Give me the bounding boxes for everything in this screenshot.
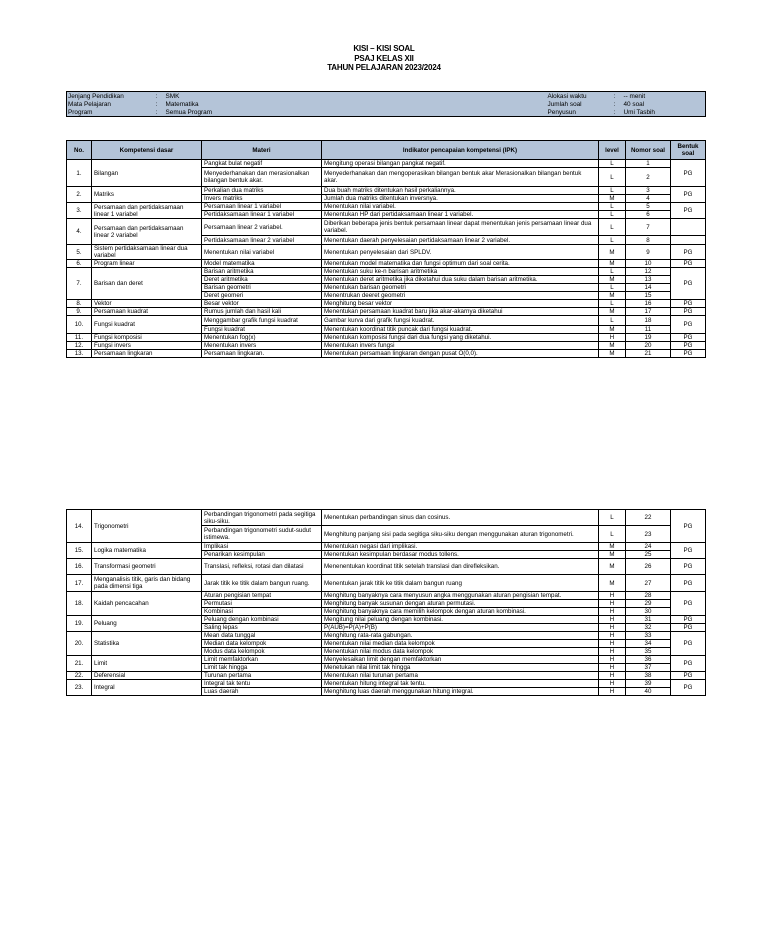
- materi-cell: Fungsi kuadrat: [202, 326, 322, 334]
- ipk-cell: Menentukan suku ke-n barisan aritmetika: [322, 268, 599, 276]
- info-row: [67, 100, 706, 108]
- ipk-cell: Menentukan kesimpulan berdasar modus tollens.: [322, 551, 599, 559]
- bentuk-soal-cell: PG: [671, 342, 706, 350]
- table-row: [67, 334, 706, 342]
- bentuk-soal-cell: PG: [671, 656, 706, 672]
- materi-cell: Perbandingan trigonometri pada segitiga siku-siku.: [202, 510, 322, 526]
- header-nomor: Nomor soal: [626, 141, 671, 160]
- ipk-cell: Menentukan HP dari pertidaksamaan linear 1 variabel.: [322, 211, 599, 219]
- level-cell: H: [599, 600, 626, 608]
- kompetensi-dasar: Limit: [92, 656, 202, 672]
- bentuk-soal-cell: PG: [671, 680, 706, 696]
- header-bentuk: Bentuk soal: [671, 141, 706, 160]
- info-separator: :: [155, 100, 158, 108]
- materi-cell: Kombinasi: [202, 608, 322, 616]
- info-label: Jumlah soal: [547, 100, 582, 108]
- table-row: [67, 543, 706, 551]
- row-number: 10.: [67, 316, 92, 334]
- materi-cell: Menggambar grafik fungsi kuadrat: [202, 316, 322, 326]
- kompetensi-dasar: Persamaan dan pertidaksamaan linear 2 variabel: [92, 219, 202, 245]
- level-cell: L: [599, 300, 626, 308]
- row-number: 13.: [67, 350, 92, 358]
- ipk-cell: Menentukan persamaan kuadrat baru jika akar-akarnya diketahui: [322, 308, 599, 316]
- row-number: 11.: [67, 334, 92, 342]
- nomor-soal-cell: 6: [626, 211, 671, 219]
- nomor-soal-cell: 10: [626, 260, 671, 268]
- ipk-cell: Menentukan koordinat titik puncak dari fungsi kuadrat.: [322, 326, 599, 334]
- ipk-cell: Menentukan nilai median data kelompok: [322, 640, 599, 648]
- ipk-cell: Menentukan komposisi fungsi dari dua fungsi yang diketahui.: [322, 334, 599, 342]
- level-cell: L: [599, 284, 626, 292]
- ipk-cell: Mengitung nilai peluang dengan kombinasi.: [322, 616, 599, 624]
- nomor-soal-cell: 29: [626, 600, 671, 608]
- ipk-cell: Menentukan daerah penyelesaian pertidaksamaan linear 2 variabel.: [322, 236, 599, 245]
- row-number: 21.: [67, 656, 92, 672]
- level-cell: M: [599, 575, 626, 592]
- ipk-cell: Menentukan jarak titik ke titik dalam bangun ruang: [322, 575, 599, 592]
- bentuk-soal-cell: PG: [671, 510, 706, 543]
- level-cell: M: [599, 350, 626, 358]
- row-number: 2.: [67, 187, 92, 203]
- level-cell: M: [599, 342, 626, 350]
- row-number: 1.: [67, 160, 92, 187]
- header-kd: Kompetensi dasar: [92, 141, 202, 160]
- table-header-row: [67, 141, 706, 160]
- nomor-soal-cell: 18: [626, 316, 671, 326]
- level-cell: H: [599, 592, 626, 600]
- materi-cell: Menentukan invers: [202, 342, 322, 350]
- info-row: [67, 108, 706, 117]
- info-label: Program: [68, 108, 93, 116]
- nomor-soal-cell: 7: [626, 219, 671, 236]
- row-number: 7.: [67, 268, 92, 300]
- ipk-cell: Diberikan beberapa jenis bentuk persamaan linear dapat menentukan jenis persamaan linear dua variabel.: [322, 219, 599, 236]
- bentuk-soal-cell: PG: [671, 672, 706, 680]
- ipk-cell: Menentukan negasi dari implikasi.: [322, 543, 599, 551]
- info-row: [67, 92, 706, 101]
- materi-cell: Menyederhanakan dan merasionalkan bilangan bentuk akar.: [202, 168, 322, 187]
- level-cell: M: [599, 308, 626, 316]
- ipk-cell: Menetukan nilai limit tak hingga: [322, 664, 599, 672]
- nomor-soal-cell: 11: [626, 326, 671, 334]
- level-cell: L: [599, 268, 626, 276]
- kompetensi-dasar: Persamaan lingkaran: [92, 350, 202, 358]
- kompetensi-dasar: Peluang: [92, 616, 202, 632]
- materi-cell: Jarak titik ke titik dalam bangun ruang.: [202, 575, 322, 592]
- materi-cell: Persamaan linear 1 variabel: [202, 203, 322, 211]
- table-row: [67, 672, 706, 680]
- bentuk-soal-cell: PG: [671, 543, 706, 559]
- ipk-cell: Menghitung luas daerah menggunakan hitung integral.: [322, 688, 599, 696]
- kompetensi-dasar: Transformasi geometri: [92, 559, 202, 575]
- kompetensi-dasar: Persamaan kuadrat: [92, 308, 202, 316]
- materi-cell: Peluang dengan kombinasi: [202, 616, 322, 624]
- info-value: -- menit: [623, 92, 646, 100]
- table-row: [67, 680, 706, 688]
- row-number: 4.: [67, 219, 92, 245]
- nomor-soal-cell: 13: [626, 276, 671, 284]
- materi-cell: Modus data kelompok: [202, 648, 322, 656]
- row-number: 15.: [67, 543, 92, 559]
- table-row: [67, 342, 706, 350]
- row-number: 6.: [67, 260, 92, 268]
- bentuk-soal-cell: [671, 236, 706, 245]
- kompetensi-dasar: Fungsi kuadrat: [92, 316, 202, 334]
- table-row: [67, 203, 706, 211]
- materi-cell: Besar vektor: [202, 300, 322, 308]
- level-cell: L: [599, 526, 626, 543]
- nomor-soal-cell: 20: [626, 342, 671, 350]
- kompetensi-dasar: Vektor: [92, 300, 202, 308]
- kompetensi-dasar: Barisan dan deret: [92, 268, 202, 300]
- nomor-soal-cell: 2: [626, 168, 671, 187]
- info-separator: :: [613, 108, 616, 116]
- bentuk-soal-cell: PG: [671, 575, 706, 592]
- nomor-soal-cell: 36: [626, 656, 671, 664]
- nomor-soal-cell: 25: [626, 551, 671, 559]
- table-row: [67, 616, 706, 624]
- table-row: [67, 559, 706, 575]
- table-row: [67, 160, 706, 168]
- row-number: 22.: [67, 672, 92, 680]
- materi-cell: Translasi, refleksi, rotasi dan dilatasi: [202, 559, 322, 575]
- nomor-soal-cell: 30: [626, 608, 671, 616]
- ipk-cell: Menentukan barisan geometri: [322, 284, 599, 292]
- table-row: [67, 245, 706, 260]
- table-row: [67, 300, 706, 308]
- level-cell: M: [599, 543, 626, 551]
- level-cell: H: [599, 680, 626, 688]
- materi-cell: Pertidaksamaan linear 1 variabel: [202, 211, 322, 219]
- info-separator: :: [155, 108, 158, 116]
- table-row: [67, 350, 706, 358]
- bentuk-soal-cell: PG: [671, 268, 706, 300]
- materi-cell: Perbandingan trigonometri sudut-sudut istimewa.: [202, 526, 322, 543]
- materi-cell: Pangkat bulat negatif: [202, 160, 322, 168]
- document-title: [0, 44, 768, 73]
- ipk-cell: Menentukan nilai modus data kelompok: [322, 648, 599, 656]
- table-row: [67, 308, 706, 316]
- materi-cell: Luas daerah: [202, 688, 322, 696]
- level-cell: L: [599, 316, 626, 326]
- materi-cell: Penarikan kesimpulan: [202, 551, 322, 559]
- level-cell: M: [599, 292, 626, 300]
- nomor-soal-cell: 23: [626, 526, 671, 543]
- level-cell: L: [599, 187, 626, 195]
- bentuk-soal-cell: PG: [671, 308, 706, 316]
- materi-cell: Permutasi: [202, 600, 322, 608]
- materi-cell: Limit memfaktorkan: [202, 656, 322, 664]
- table-row: [67, 575, 706, 592]
- ipk-cell: Gambar kurva dari grafik fungsi kuadrat.: [322, 316, 599, 326]
- table-row: [67, 268, 706, 276]
- nomor-soal-cell: 31: [626, 616, 671, 624]
- ipk-cell: Menyederhanakan dan mengoperasikan bilangan bentuk akar Merasionalkan bilangan bentuk akar.: [322, 168, 599, 187]
- nomor-soal-cell: 38: [626, 672, 671, 680]
- info-value: Semua Program: [165, 108, 213, 116]
- nomor-soal-cell: 24: [626, 543, 671, 551]
- ipk-cell: Mengitung operasi bilangan pangkat negatif.: [322, 160, 599, 168]
- nomor-soal-cell: 27: [626, 575, 671, 592]
- bentuk-soal-cell: PG: [671, 559, 706, 575]
- table-row: [67, 632, 706, 640]
- title-line-3: TAHUN PELAJARAN 2023/2024: [327, 63, 441, 72]
- materi-cell: Rumus jumlah dan hasil kali: [202, 308, 322, 316]
- bentuk-soal-cell: PG: [671, 300, 706, 308]
- nomor-soal-cell: 3: [626, 187, 671, 195]
- materi-cell: Persamaan linear 2 variabel.: [202, 219, 322, 236]
- kompetensi-dasar: Fungsi invers: [92, 342, 202, 350]
- info-value: Matematika: [165, 100, 199, 108]
- bentuk-soal-cell: PG: [671, 616, 706, 624]
- kompetensi-dasar: Sistem pertidaksamaan linear dua variabel: [92, 245, 202, 260]
- ipk-cell: Menentukan hitung integral tak tentu.: [322, 680, 599, 688]
- level-cell: H: [599, 334, 626, 342]
- info-separator: :: [613, 100, 616, 108]
- level-cell: H: [599, 656, 626, 664]
- ipk-cell: Menentukan penyelesaian dari SPLDV.: [322, 245, 599, 260]
- materi-cell: Mean data tunggal: [202, 632, 322, 640]
- nomor-soal-cell: 5: [626, 203, 671, 211]
- kompetensi-dasar: Bilangan: [92, 160, 202, 187]
- nomor-soal-cell: 21: [626, 350, 671, 358]
- level-cell: H: [599, 608, 626, 616]
- bentuk-soal-cell: PG: [671, 624, 706, 632]
- materi-cell: Barisan geometri: [202, 284, 322, 292]
- ipk-cell: Menentukan model matematika dan fungsi optimum dari soal cerita.: [322, 260, 599, 268]
- materi-cell: Aturan pengisian tempat: [202, 592, 322, 600]
- title-line-2: PSAJ KELAS XII: [354, 53, 414, 63]
- level-cell: H: [599, 664, 626, 672]
- materi-cell: Median data kelompok: [202, 640, 322, 648]
- level-cell: H: [599, 688, 626, 696]
- nomor-soal-cell: 33: [626, 632, 671, 640]
- kompetensi-dasar: Kaidah pencacahan: [92, 592, 202, 616]
- nomor-soal-cell: 34: [626, 640, 671, 648]
- level-cell: L: [599, 236, 626, 245]
- materi-cell: Deret geomeri: [202, 292, 322, 300]
- bentuk-soal-cell: PG: [671, 203, 706, 219]
- nomor-soal-cell: 35: [626, 648, 671, 656]
- nomor-soal-cell: 40: [626, 688, 671, 696]
- ipk-cell: Menghitung banyak susunan dengan aturan permutasi.: [322, 600, 599, 608]
- title-line-1: KISI – KISI SOAL: [353, 44, 415, 53]
- materi-cell: Implikasi: [202, 543, 322, 551]
- info-separator: :: [155, 92, 158, 100]
- ipk-cell: Menghitung panjang sisi pada segitiga siku-siku dengan menggunakan aturan trigonometri.: [322, 526, 599, 543]
- ipk-cell: Jumlah dua matriks ditentukan inversnya.: [322, 195, 599, 203]
- info-label: Jenjang Pendidikan: [68, 92, 124, 100]
- level-cell: H: [599, 648, 626, 656]
- materi-cell: Saling lepas: [202, 624, 322, 632]
- bentuk-soal-cell: PG: [671, 316, 706, 334]
- kompetensi-dasar: Program linear: [92, 260, 202, 268]
- ipk-cell: Menghitung banyaknya cara menyusun angka menggunakan aturan pengisian tempat.: [322, 592, 599, 600]
- table-row: [67, 592, 706, 600]
- row-number: 3.: [67, 203, 92, 219]
- level-cell: M: [599, 260, 626, 268]
- nomor-soal-cell: 17: [626, 308, 671, 316]
- bentuk-soal-cell: PG: [671, 260, 706, 268]
- row-number: 19.: [67, 616, 92, 632]
- level-cell: L: [599, 160, 626, 168]
- ipk-cell: Menentukan persamaan lingkaran dengan pusat O(0,0).: [322, 350, 599, 358]
- info-separator: :: [613, 92, 616, 100]
- row-number: 8.: [67, 300, 92, 308]
- row-number: 17.: [67, 575, 92, 592]
- row-number: 18.: [67, 592, 92, 616]
- header-materi: Materi: [202, 141, 322, 160]
- level-cell: L: [599, 219, 626, 236]
- ipk-cell: Dua buah matriks ditentukan hasil perkaliannya.: [322, 187, 599, 195]
- row-number: 16.: [67, 559, 92, 575]
- bentuk-soal-cell: PG: [671, 245, 706, 260]
- info-label: Alokasi waktu: [547, 92, 587, 100]
- materi-cell: Persamaan lingkaran.: [202, 350, 322, 358]
- level-cell: M: [599, 276, 626, 284]
- bentuk-soal-cell: PG: [671, 632, 706, 656]
- materi-cell: Barisan aritmetika: [202, 268, 322, 276]
- ipk-cell: Menentukan invers fungsi: [322, 342, 599, 350]
- level-cell: M: [599, 195, 626, 203]
- ipk-cell: P(AUB)=P(A)+P(B): [322, 624, 599, 632]
- bentuk-soal-cell: PG: [671, 334, 706, 342]
- kompetensi-dasar: Persamaan dan pertidaksamaan linear 1 variabel: [92, 203, 202, 219]
- level-cell: H: [599, 632, 626, 640]
- header-no: No.: [67, 141, 92, 160]
- kompetensi-dasar: Matriks: [92, 187, 202, 203]
- nomor-soal-cell: 12: [626, 268, 671, 276]
- kompetensi-dasar: Integral: [92, 680, 202, 696]
- level-cell: M: [599, 326, 626, 334]
- materi-cell: Deret aritmetika: [202, 276, 322, 284]
- row-number: 12.: [67, 342, 92, 350]
- info-value: Umi Tasbih: [623, 108, 655, 116]
- bentuk-soal-cell: PG: [671, 187, 706, 203]
- level-cell: L: [599, 211, 626, 219]
- info-label: Mata Pelajaran: [68, 100, 111, 108]
- materi-cell: Pertidaksamaan linear 2 variabel: [202, 236, 322, 245]
- level-cell: L: [599, 203, 626, 211]
- bentuk-soal-cell: PG: [671, 592, 706, 616]
- level-cell: M: [599, 551, 626, 559]
- level-cell: L: [599, 510, 626, 526]
- ipk-cell: Menenentukan koordinat titik setelah translasi dan direfleksikan.: [322, 559, 599, 575]
- ipk-cell: Menentrukan deeret geometri: [322, 292, 599, 300]
- table-row: [67, 219, 706, 236]
- materi-cell: Menentukan nilai variabel: [202, 245, 322, 260]
- kisi-table-part-1: [66, 140, 706, 358]
- bentuk-soal-cell: PG: [671, 350, 706, 358]
- nomor-soal-cell: 22: [626, 510, 671, 526]
- materi-cell: Menentukan fog(x): [202, 334, 322, 342]
- nomor-soal-cell: 28: [626, 592, 671, 600]
- header-ipk: Indikator pencapaian kompetensi (IPK): [322, 141, 599, 160]
- info-label: Penyusun: [547, 108, 576, 116]
- kompetensi-dasar: Statistika: [92, 632, 202, 656]
- kisi-table-part-2: [66, 509, 706, 696]
- table-row: [67, 187, 706, 195]
- level-cell: L: [599, 168, 626, 187]
- materi-cell: Perkalian dua matriks: [202, 187, 322, 195]
- materi-cell: Invers matriks: [202, 195, 322, 203]
- kompetensi-dasar: Logika matematika: [92, 543, 202, 559]
- level-cell: H: [599, 640, 626, 648]
- level-cell: H: [599, 672, 626, 680]
- table-row: [67, 510, 706, 526]
- ipk-cell: Menyelesaikan limit dengan memfaktorkan: [322, 656, 599, 664]
- ipk-cell: Menghitung banyaknya cara memilih kelompok dengan aturan kombinasi.: [322, 608, 599, 616]
- nomor-soal-cell: 14: [626, 284, 671, 292]
- nomor-soal-cell: 26: [626, 559, 671, 575]
- ipk-cell: Menentukan perbandingan sinus dan cosinus.: [322, 510, 599, 526]
- materi-cell: Turunan pertama: [202, 672, 322, 680]
- table-row: [67, 316, 706, 326]
- header-level: level: [599, 141, 626, 160]
- ipk-cell: Menentukan nilai variabel.: [322, 203, 599, 211]
- materi-cell: Model matematika: [202, 260, 322, 268]
- ipk-cell: Menentukan nilai turunan pertama: [322, 672, 599, 680]
- level-cell: M: [599, 559, 626, 575]
- info-table: [66, 91, 706, 117]
- row-number: 9.: [67, 308, 92, 316]
- nomor-soal-cell: 4: [626, 195, 671, 203]
- nomor-soal-cell: 9: [626, 245, 671, 260]
- table-row: [67, 260, 706, 268]
- ipk-cell: Menghitung rata-rata gabungan.: [322, 632, 599, 640]
- info-value: 40 soal: [623, 100, 645, 108]
- nomor-soal-cell: 37: [626, 664, 671, 672]
- bentuk-soal-cell: PG: [671, 160, 706, 187]
- nomor-soal-cell: 15: [626, 292, 671, 300]
- materi-cell: Limit tak hingga: [202, 664, 322, 672]
- ipk-cell: Menghitung besar vektor: [322, 300, 599, 308]
- info-value: SMK: [165, 92, 180, 100]
- kompetensi-dasar: Trigonometri: [92, 510, 202, 543]
- nomor-soal-cell: 8: [626, 236, 671, 245]
- row-number: 23.: [67, 680, 92, 696]
- nomor-soal-cell: 16: [626, 300, 671, 308]
- nomor-soal-cell: 39: [626, 680, 671, 688]
- level-cell: M: [599, 245, 626, 260]
- level-cell: H: [599, 624, 626, 632]
- row-number: 20.: [67, 632, 92, 656]
- level-cell: H: [599, 616, 626, 624]
- nomor-soal-cell: 32: [626, 624, 671, 632]
- nomor-soal-cell: 19: [626, 334, 671, 342]
- bentuk-soal-cell: [671, 219, 706, 236]
- ipk-cell: Menentukan deret aritmetika jika diketahui dua suku dalam barisan aritmetika.: [322, 276, 599, 284]
- kompetensi-dasar: Deferensial: [92, 672, 202, 680]
- materi-cell: Integral tak tentu: [202, 680, 322, 688]
- row-number: 14.: [67, 510, 92, 543]
- table-row: [67, 656, 706, 664]
- kompetensi-dasar: Fungsi komposisi: [92, 334, 202, 342]
- nomor-soal-cell: 1: [626, 160, 671, 168]
- kompetensi-dasar: Menganalisis titik, garis dan bidang pada dimensi tiga: [92, 575, 202, 592]
- row-number: 5.: [67, 245, 92, 260]
